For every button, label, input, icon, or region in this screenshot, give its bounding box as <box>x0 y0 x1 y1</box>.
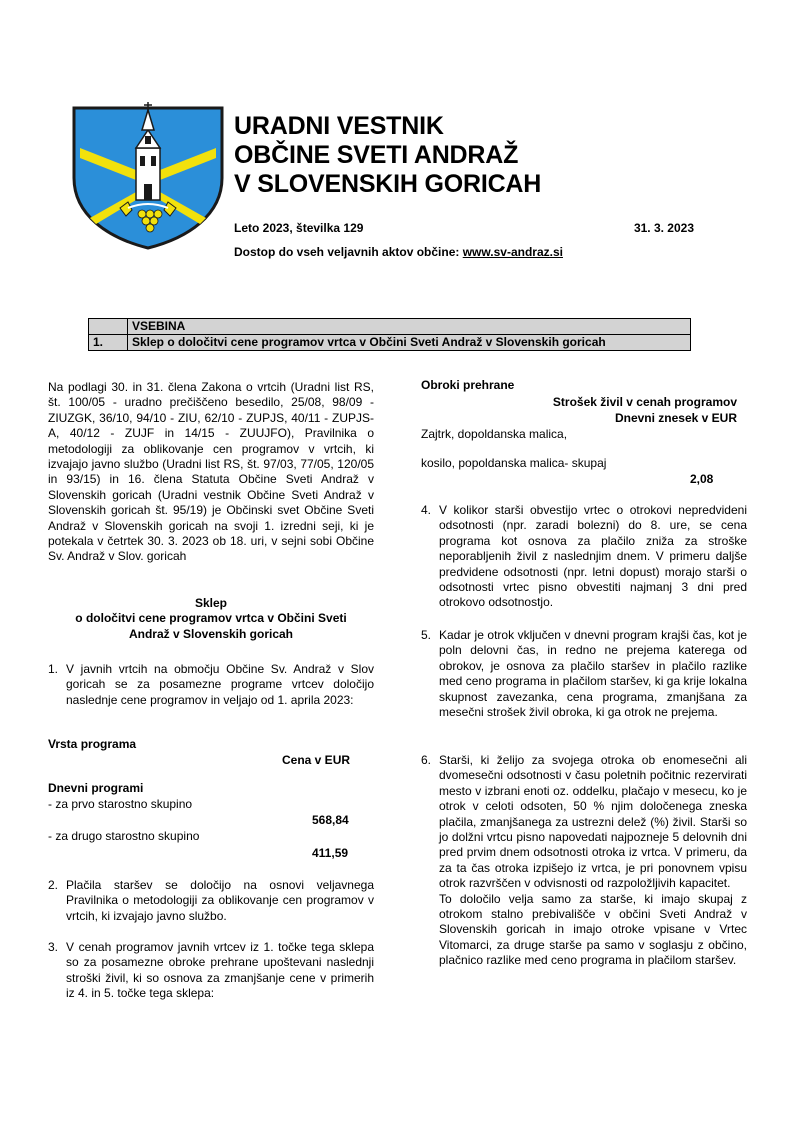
article-2-number: 2. <box>48 878 59 892</box>
article-1 <box>48 662 374 708</box>
article-6-text-2: To določilo velja samo za starše, ki imajo skupaj z otrokom stalno prebivališče v občini Sveti Andraž v Slovenskih goricah in imajo otroke vpisane v Vrtec Vitomarci, za druge starše pa samo v soglasju z občino, plačnico razlike med ceno programa in plačilom staršev. <box>439 891 747 968</box>
title-line-2: OBČINE SVETI ANDRAŽ <box>234 141 519 169</box>
article-4-number: 4. <box>421 503 432 517</box>
decision-heading <box>48 596 374 642</box>
article-2 <box>48 878 374 924</box>
contents-item-title[interactable]: Sklep o določitvi cene programov vrtca v Občini Sveti Andraž v Slovenskih goricah <box>128 335 691 351</box>
gazette-title <box>234 112 541 199</box>
meal-row-2: kosilo, popoldanska malica- skupaj <box>421 456 607 470</box>
issue-line <box>234 221 694 235</box>
contents-item-num: 1. <box>89 335 128 351</box>
article-3 <box>48 940 374 1002</box>
article-6-text: Starši, ki želijo za svojega otroka ob enomesečni ali dvomesečni odsotnosti v času poletnih počitnic rezervirati mesto v izbrani enoti oz. oddelku, plačajo v mesecu, ko je otrok v celoti odsoten, 50 % njim določenega zneska plačila, zmanjšanega za ustrezni delež (%) živil. Starši so jo dolžni vrtcu pisno napovedati najpozneje 5 delovnih dni pred prvim dnem odsotnosti otroka iz vrtca. V primeru, da za ta čas otroka izpišejo iz vrtca, je pri ponovnem vpisu otrok razvrščen v odvisnosti od razpoložljivih kapacitet. <box>439 753 747 891</box>
article-5-text: Kadar je otrok vključen v dnevni program krajši čas, kot je poln delovni čas, in redno ne prejema katerega od obrokov, je osnova za plačilo staršev in plačilo razlike med ceno programa in plačilom staršev, ki ga krije lokalna skupnost zavezanka, cena programa, zmanjšana za mesečni strošek živil obroka, ki ga otrok ne prejema. <box>439 628 747 720</box>
article-6-number: 6. <box>421 753 432 767</box>
first-age-group-label: - za prvo starostno skupino <box>48 797 193 811</box>
daily-programs-label: Dnevni programi <box>48 781 144 795</box>
meals-label: Obroki prehrane <box>421 378 515 392</box>
intro-paragraph: Na podlagi 30. in 31. člena Zakona o vrtcih (Uradni list RS, št. 100/05 - uradno prečiščeno besedilo, 25/08, 98/09 - ZIUZGK, 36/10, 94/10 - ZIU, 62/10 - ZUPJS, 40/11 - ZUPJS-A, 40/12 - ZUJF in 14/15 - ZUUJFO), Pravilnika o metodologiji za oblikovanje cen programov v vrtcih, ki izvajajo javno službo (Uradni list RS, št. 97/03, 77/05, 120/05 in 93/15) in 16. člena Statuta Občine Sveti Andraž v Slovenskih goricah (Uradni vestnik Občine Sveti Andraž v Slovenskih goricah št. 95/19) je Občinski svet Občine Sveti Andraž v Slovenskih goricah na svoji 1. izredni seji, ki je potekala v četrtek 30. 3. 2023 ob 18. uri, v sejni sobi Občine Sv. Andraž v Slov. goricah <box>48 380 374 564</box>
food-cost-label: Strošek živil v cenah programov <box>552 395 737 409</box>
second-age-group-label: - za drugo starostno skupino <box>48 829 200 843</box>
article-3-number: 3. <box>48 940 59 954</box>
contents-row[interactable] <box>89 335 691 351</box>
article-1-text: V javnih vrtcih na območju Občine Sv. Andraž v Slov goricah se za posamezne programe vrtcev določijo naslednje cene programov in veljajo od 1. aprila 2023: <box>66 662 374 707</box>
decision-subtitle-2: Andraž v Slovenskih goricah <box>128 626 294 641</box>
article-6 <box>421 753 747 969</box>
price-label: Cena v EUR <box>282 753 351 767</box>
article-5-number: 5. <box>421 628 432 642</box>
article-5 <box>421 628 747 720</box>
decision-title: Sklep <box>194 596 227 610</box>
title-line-1: URADNI VESTNIK <box>234 112 444 140</box>
contents-header-num <box>89 319 128 335</box>
issue-number: Leto 2023, številka 129 <box>234 221 364 235</box>
meal-row-1: Zajtrk, dopoldanska malica, <box>421 427 568 441</box>
program-type-label: Vrsta programa <box>48 737 137 751</box>
access-line <box>234 245 563 259</box>
contents-table <box>88 318 691 351</box>
municipal-crest-logo <box>70 100 226 250</box>
title-line-3: V SLOVENSKIH GORICAH <box>234 170 542 198</box>
decision-subtitle-1: o določitvi cene programov vrtca v Občini Sveti <box>75 611 347 626</box>
article-2-text: Plačila staršev se določijo na osnovi veljavnega Pravilnika o metodologiji za oblikovanje cen programov v vrtcih, ki izvajajo javno službo. <box>66 878 374 923</box>
issue-date: 31. 3. 2023 <box>633 221 694 235</box>
meal-total-value: 2,08 <box>690 472 714 486</box>
first-age-group-price: 568,84 <box>312 813 349 827</box>
article-4 <box>421 503 747 611</box>
article-1-number: 1. <box>48 662 59 676</box>
contents-header-row <box>89 319 691 335</box>
website-link[interactable]: www.sv-andraz.si <box>462 245 563 259</box>
second-age-group-price: 411,59 <box>312 846 349 860</box>
article-3-text: V cenah programov javnih vrtcev iz 1. točke tega sklepa so za posamezne obroke prehrane upoštevani naslednji stroški živil, ki so osnova za zmanjšanje cene v primerih iz 4. in 5. točke tega sklepa: <box>66 940 374 1001</box>
daily-amount-label: Dnevni znesek v EUR <box>614 411 737 425</box>
contents-heading: VSEBINA <box>128 319 691 335</box>
access-text: Dostop do vseh veljavnih aktov občine: <box>234 245 463 259</box>
article-4-text: V kolikor starši obvestijo vrtec o otrokovi nepredvideni odsotnosti (npr. zaradi bolezni) do 8. ure, se cena programa kot osnova za plačilo zniža za stroške neporabljenih živil z naslednjim dnem. V primeru daljše predvidene odsotnosti (npr. letni dopust) morajo starši o odsotnosti vrtec pisno obvestiti najmanj 3 dni pred otrokovo odsotnostjo. <box>439 503 747 610</box>
